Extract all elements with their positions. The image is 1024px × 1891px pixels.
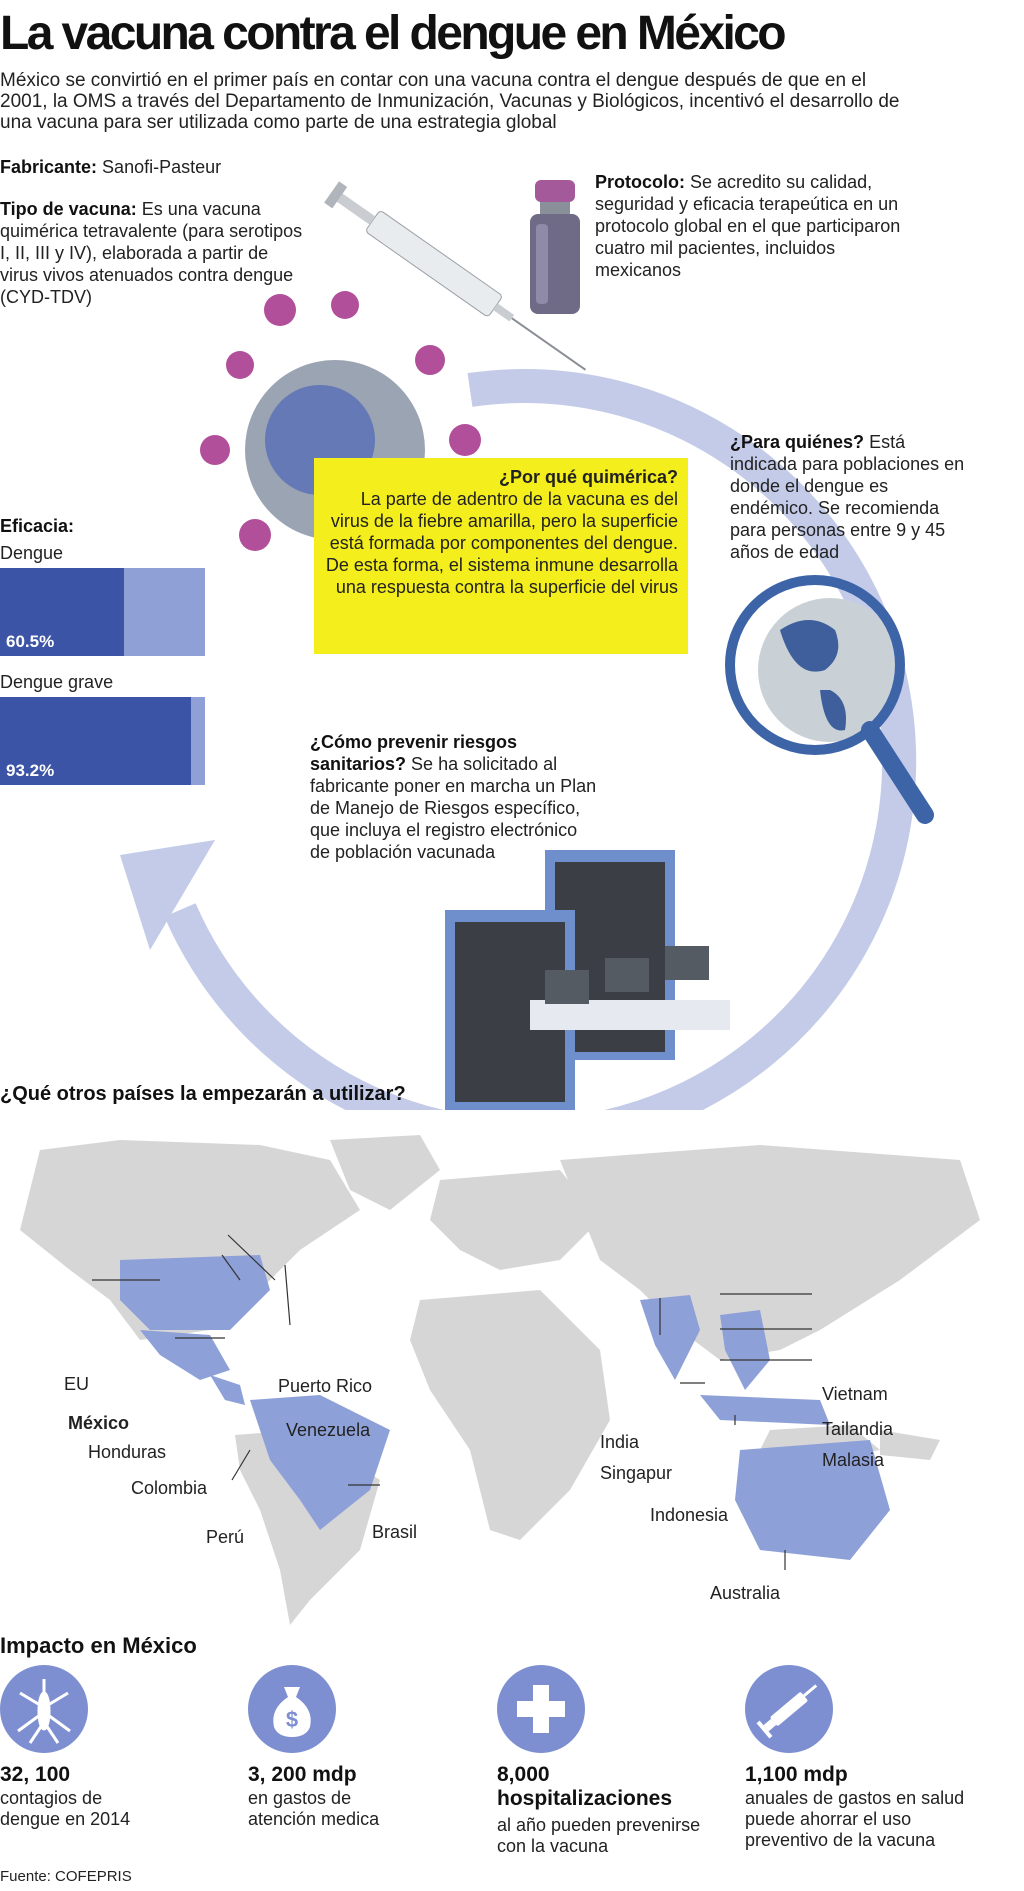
page-title: La vacuna contra el dengue en México xyxy=(0,7,784,60)
map-india-shape xyxy=(640,1295,700,1380)
map-question: ¿Qué otros países la empezarán a utilizar? xyxy=(0,1083,406,1105)
stat-desc-ahorro: anuales de gastos en salud puede ahorrar el uso preventivo de la vacuna xyxy=(745,1788,965,1850)
manufacturer-label: Fabricante: xyxy=(0,157,98,177)
stat-desc-contagios: contagios de dengue en 2014 xyxy=(0,1788,131,1829)
mosquito-icon xyxy=(0,1665,88,1753)
country-label-singapur: Singapur xyxy=(600,1463,673,1483)
medical-cross-icon xyxy=(497,1665,585,1753)
world-map xyxy=(0,1130,1024,1630)
efficacy-title: Eficacia: xyxy=(0,516,75,536)
stat-desc-gastos: en gastos de atención medica xyxy=(248,1788,380,1829)
server-illustration xyxy=(445,850,730,1110)
country-label-honduras: Honduras xyxy=(88,1442,167,1462)
efficacy-label-dengue-grave: Dengue grave xyxy=(0,672,114,692)
manufacturer-value: Sanofi-Pasteur xyxy=(102,157,222,177)
vaccine-type-value: Es una vacuna quimérica tetravalente (para serotipos I, II, III y IV), elaborada a partir de virus vivos atenuados contra dengue (CYD-TDV) xyxy=(0,199,303,307)
efficacy-value-dengue: 60.5% xyxy=(6,632,55,651)
country-label-puerto-rico: Puerto Rico xyxy=(278,1376,373,1396)
for-whom-info xyxy=(730,431,970,563)
protocol-info xyxy=(595,171,905,281)
risk-prevention-info xyxy=(310,731,600,863)
efficacy-value-dengue-grave: 93.2% xyxy=(6,761,55,780)
country-label-tailandia: Tailandia xyxy=(822,1419,894,1439)
intro-paragraph: México se convirtió en el primer país en contar con una vacuna contra el dengue después de que en el 2001, la OMS a través del Departamento de Inmunización, Vacunas y Biológicos, incentivó el desarrollo de una vacuna para ser utilizada como parte de una estrategia global xyxy=(0,70,900,133)
country-label-eu: EU xyxy=(64,1374,90,1394)
map-indonesia-shape xyxy=(700,1395,830,1425)
map-eu-shape xyxy=(120,1255,270,1330)
country-label-brasil: Brasil xyxy=(372,1522,418,1542)
money-bag-icon xyxy=(248,1665,336,1753)
country-label-india: India xyxy=(600,1432,640,1452)
globe-magnifier-illustration xyxy=(730,580,925,815)
stat-number-contagios: 32, 100 xyxy=(0,1763,71,1786)
protocol-value: Se acredito su calidad, seguridad y eficacia terapeútica en un protocolo global en el que participaron cuatro mil pacientes, incluidos mexicanos xyxy=(595,172,901,280)
country-label-mexico: México xyxy=(68,1413,130,1433)
source-note: Fuente: COFEPRIS xyxy=(0,1868,132,1885)
stat-desc-hospitalizaciones: al año pueden prevenirse con la vacuna xyxy=(497,1815,701,1856)
efficacy-bar-dengue-grave xyxy=(0,697,205,785)
risk-prevention-value: Se ha solicitado al fabricante poner en marcha un Plan de Manejo de Riesgos específico, que incluya el registro electrónico de población vacunada xyxy=(310,754,597,862)
svg-text:$: $ xyxy=(285,1707,299,1732)
vaccine-type-info xyxy=(0,198,310,308)
country-label-australia: Australia xyxy=(710,1583,781,1603)
country-label-venezuela: Venezuela xyxy=(286,1420,371,1440)
chimeric-label: ¿Por qué quimérica? xyxy=(498,467,678,487)
syringe-icon xyxy=(745,1665,833,1753)
country-label-peru: Perú xyxy=(206,1527,245,1547)
country-label-vietnam: Vietnam xyxy=(822,1384,888,1404)
country-label-indonesia: Indonesia xyxy=(650,1505,729,1525)
impact-title: Impacto en México xyxy=(0,1633,197,1658)
chimeric-value: La parte de adentro de la vacuna es del virus de la fiebre amarilla, pero la superficie está formada por componentes del dengue. De esta forma, el sistema inmune desarrolla una respuesta contra la superficie del virus xyxy=(325,489,678,597)
for-whom-label: ¿Para quiénes? xyxy=(730,432,865,452)
risk-prevention-label: ¿Cómo prevenir riesgos sanitarios? xyxy=(310,732,518,774)
vaccine-type-label: Tipo de vacuna: xyxy=(0,199,137,219)
map-central-america-shape xyxy=(210,1375,245,1405)
manufacturer-info xyxy=(0,156,300,178)
country-label-colombia: Colombia xyxy=(131,1478,208,1498)
protocol-label: Protocolo: xyxy=(595,172,685,192)
for-whom-value: Está indicada para poblaciones en donde el dengue es endémico. Se recomienda para personas entre 9 y 45 años de edad xyxy=(730,432,965,562)
efficacy-bar-dengue xyxy=(0,568,205,656)
stat-number-gastos: 3, 200 mdp xyxy=(248,1763,357,1786)
stat-number-hospitalizaciones: 8,000 hospitalizaciones xyxy=(497,1763,673,1810)
stat-number-ahorro: 1,100 mdp xyxy=(745,1763,848,1786)
country-label-malasia: Malasia xyxy=(822,1450,885,1470)
vial-illustration xyxy=(530,180,580,314)
chimeric-info xyxy=(320,466,678,598)
efficacy-label-dengue: Dengue xyxy=(0,543,64,563)
